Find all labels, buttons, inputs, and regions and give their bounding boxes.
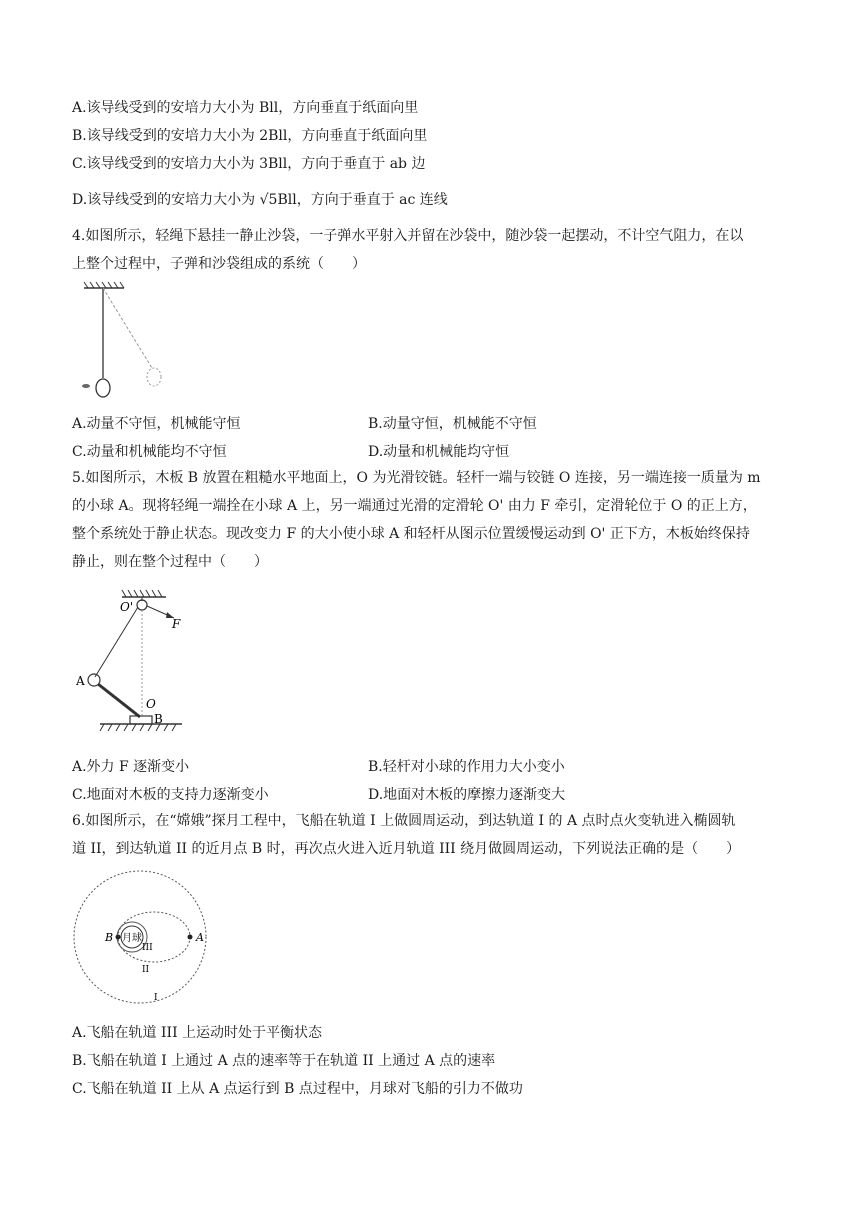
label-a: A [196, 931, 204, 944]
q5-stem-line2: 的小球 A。现将轻绳一端拴在小球 A 上，另一端通过光滑的定滑轮 O' 由力 F 牵引，定滑轮位于 O 的正上方， [72, 498, 757, 514]
q5-stem-line3: 整个系统处于静止状态。现改变力 F 的大小使小球 A 和轻杆从图示位置缓慢运动到 O' 正下方，木板始终保持 [72, 526, 750, 542]
q5-option-d: D.地面对木板的摩擦力逐渐变大 [368, 787, 566, 803]
label-moon: 月球 [122, 933, 142, 944]
label-b: B [105, 931, 114, 944]
q6-orbit-figure [70, 868, 215, 1008]
q6-option-a: A.飞船在轨道 III 上运动时处于平衡状态 [72, 1025, 323, 1041]
q6-option-b: B.飞船在轨道 I 上通过 A 点的速率等于在轨道 II 上通过 A 点的速率 [72, 1053, 496, 1069]
q6-option-c: C.飞船在轨道 II 上从 A 点运行到 B 点过程中，月球对飞船的引力不做功 [72, 1081, 523, 1097]
q3-option-c: C.该导线受到的安培力大小为 3Bll，方向于垂直于 ab 边 [72, 156, 426, 172]
label-o-prime: O' [120, 600, 134, 614]
q3-option-b: B.该导线受到的安培力大小为 2Bll，方向垂直于纸面向里 [72, 128, 428, 144]
label-a: A [76, 674, 85, 688]
label-f: F [172, 617, 181, 631]
q5-pulley-figure [70, 585, 200, 735]
q5-option-a: A.外力 F 逐渐变小 [72, 759, 190, 775]
q5-option-b: B.轻杆对小球的作用力大小变小 [368, 759, 565, 775]
q4-option-b: B.动量守恒，机械能不守恒 [368, 416, 537, 432]
q4-stem-line2: 上整个过程中，子弹和沙袋组成的系统（ ） [72, 256, 366, 272]
q4-option-d: D.动量和机械能均守恒 [368, 444, 510, 460]
q5-stem-line1: 5.如图所示，木板 B 放置在粗糙水平地面上，O 为光滑铰链。轻杆一端与铰链 O 连接，另一端连接一质量为 m [72, 470, 761, 486]
q5-stem-line4: 静止，则在整个过程中（ ） [72, 554, 268, 570]
q5-option-c: C.地面对木板的支持力逐渐变小 [72, 787, 269, 803]
q4-option-c: C.动量和机械能均不守恒 [72, 444, 227, 460]
q4-option-a: A.动量不守恒，机械能守恒 [72, 416, 241, 432]
q3-option-d: D.该导线受到的安培力大小为 √5Bll，方向于垂直于 ac 连线 [72, 192, 448, 208]
label-orbit-iii: III [142, 943, 153, 953]
q6-stem-line1: 6.如图所示，在“嫦娥”探月工程中，飞船在轨道 I 上做圆周运动，到达轨道 I 的 A 点时点火变轨进入椭圆轨 [72, 813, 736, 829]
q4-stem-line1: 4.如图所示，轻绳下悬挂一静止沙袋，一子弹水平射入并留在沙袋中，随沙袋一起摆动，不计空气阻力，在以 [72, 228, 744, 244]
q6-stem-line2: 道 II，到达轨道 II 的近月点 B 时，再次点火进入近月轨道 III 绕月做圆周运动，下列说法正确的是（ ） [72, 841, 741, 857]
label-b: B [154, 712, 163, 726]
label-orbit-i: I [154, 993, 158, 1003]
label-o: O [146, 697, 156, 711]
q4-pendulum-figure [70, 280, 170, 405]
label-orbit-ii: II [142, 965, 150, 975]
q3-option-a: A.该导线受到的安培力大小为 Bll，方向垂直于纸面向里 [72, 100, 419, 116]
